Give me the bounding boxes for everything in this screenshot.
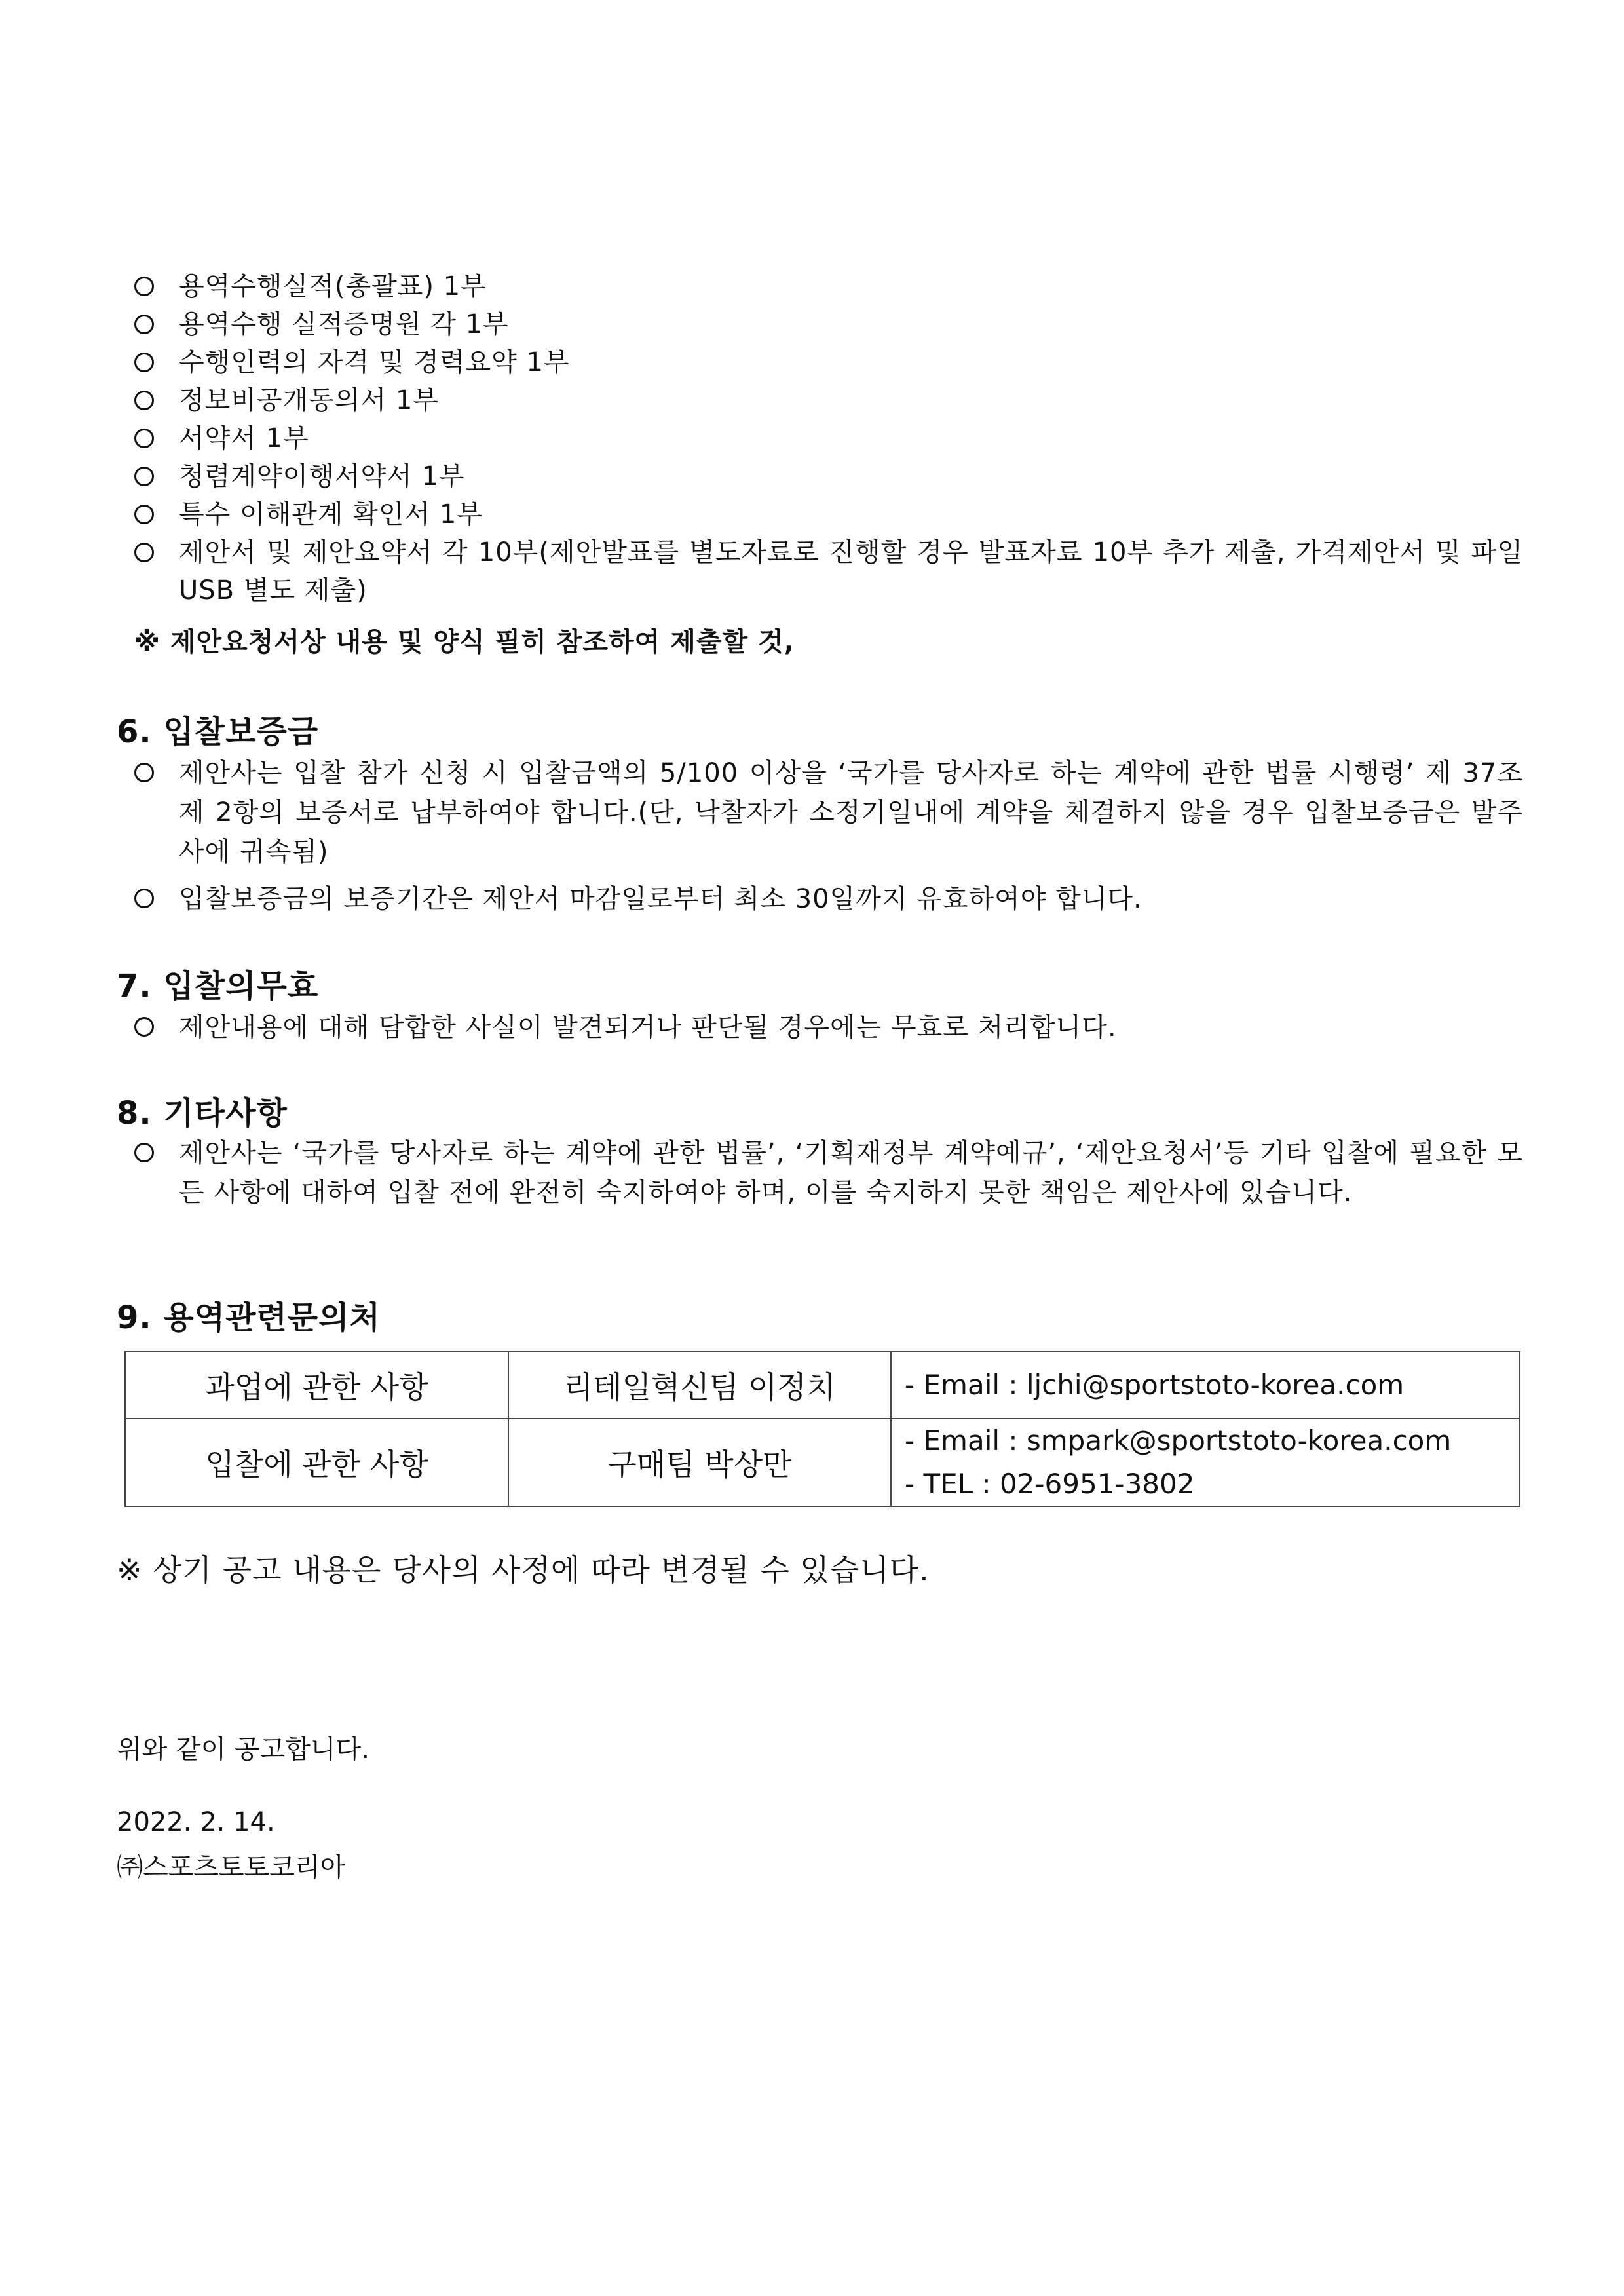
circle-bullet-icon — [134, 429, 154, 448]
list-item: 제안사는 ‘국가를 당사자로 하는 계약에 관한 법률’, ‘기획재정부 계약예규’, ‘제안요청서’등 기타 입찰에 필요한 모든 사항에 대하여 입찰 전에 완전히 숙지하여야 하며, 이를 숙지하지 못한 책임은 제안사에 있습니다. — [134, 1134, 1523, 1212]
table-row — [125, 1352, 1520, 1419]
circle-bullet-icon — [134, 1143, 154, 1162]
list-item: 용역수행실적(총괄표) 1부 — [134, 267, 1523, 305]
list-item: 제안내용에 대해 담합한 사실이 발견되거나 판단될 경우에는 무효로 처리합니다. — [134, 1008, 1523, 1047]
circle-bullet-icon — [134, 505, 154, 524]
submission-note: ※ 제안요청서상 내용 및 양식 필히 참조하여 제출할 것, — [134, 627, 795, 657]
phone-text: - TEL : 02-6951-3802 — [905, 1468, 1195, 1500]
announcement-date: 2022. 2. 14. — [117, 1807, 275, 1837]
email-text: - Email : ljchi@sportstoto-korea.com — [905, 1369, 1405, 1401]
circle-bullet-icon — [134, 391, 154, 410]
table-cell-contact: 구매팀 박상만 — [508, 1419, 891, 1506]
list-item: 정보비공개동의서 1부 — [134, 381, 1523, 419]
circle-bullet-icon — [134, 467, 154, 486]
list-item: 수행인력의 자격 및 경력요약 1부 — [134, 343, 1523, 381]
circle-bullet-icon — [134, 277, 154, 296]
company-name: ㈜스포츠토토코리아 — [117, 1852, 346, 1883]
circle-bullet-icon — [134, 889, 154, 908]
footnote: ※ 상기 공고 내용은 당사의 사정에 따라 변경될 수 있습니다. — [117, 1552, 930, 1588]
circle-bullet-icon — [134, 353, 154, 372]
circle-bullet-icon — [134, 763, 154, 782]
section-6-body — [134, 754, 1523, 919]
section-7-body — [134, 1008, 1523, 1047]
section-9-title: 9. 용역관련문의처 — [117, 1299, 381, 1336]
list-item: 제안서 및 제안요약서 각 10부(제안발표를 별도자료로 진행할 경우 발표자료 10부 추가 제출, 가격제안서 및 파일 USB 별도 제출) — [134, 533, 1523, 609]
section-8-body — [134, 1134, 1523, 1212]
contact-table — [124, 1351, 1520, 1507]
section-7-title: 7. 입찰의무효 — [117, 968, 319, 1004]
closing-statement: 위와 같이 공고합니다. — [117, 1734, 369, 1765]
table-cell-topic: 입찰에 관한 사항 — [125, 1419, 508, 1506]
table-cell-contact: 리테일혁신팀 이정치 — [508, 1352, 891, 1419]
table-cell-details — [891, 1419, 1520, 1506]
list-item: 청렴계약이행서약서 1부 — [134, 457, 1523, 495]
circle-bullet-icon — [134, 543, 154, 562]
list-item: 제안사는 입찰 참가 신청 시 입찰금액의 5/100 이상을 ‘국가를 당사자로 하는 계약에 관한 법률 시행령’ 제 37조 제 2항의 보증서로 납부하여야 합니다.(단, 낙찰자가 소정기일내에 계약을 체결하지 않을 경우 입찰보증금은 발주사에 귀속됨) — [134, 754, 1523, 871]
list-item: 입찰보증금의 보증기간은 제안서 마감일로부터 최소 30일까지 유효하여야 합니다. — [134, 879, 1523, 919]
section-6-title: 6. 입찰보증금 — [117, 714, 319, 750]
circle-bullet-icon — [134, 1017, 154, 1037]
table-cell-topic: 과업에 관한 사항 — [125, 1352, 508, 1419]
table-cell-details — [891, 1352, 1520, 1419]
section-8-title: 8. 기타사항 — [117, 1095, 288, 1132]
submission-list — [134, 267, 1523, 609]
list-item: 특수 이해관계 확인서 1부 — [134, 495, 1523, 533]
table-row — [125, 1419, 1520, 1506]
circle-bullet-icon — [134, 315, 154, 334]
email-text: - Email : smpark@sportstoto-korea.com — [905, 1425, 1452, 1457]
list-item: 서약서 1부 — [134, 419, 1523, 457]
list-item: 용역수행 실적증명원 각 1부 — [134, 305, 1523, 343]
